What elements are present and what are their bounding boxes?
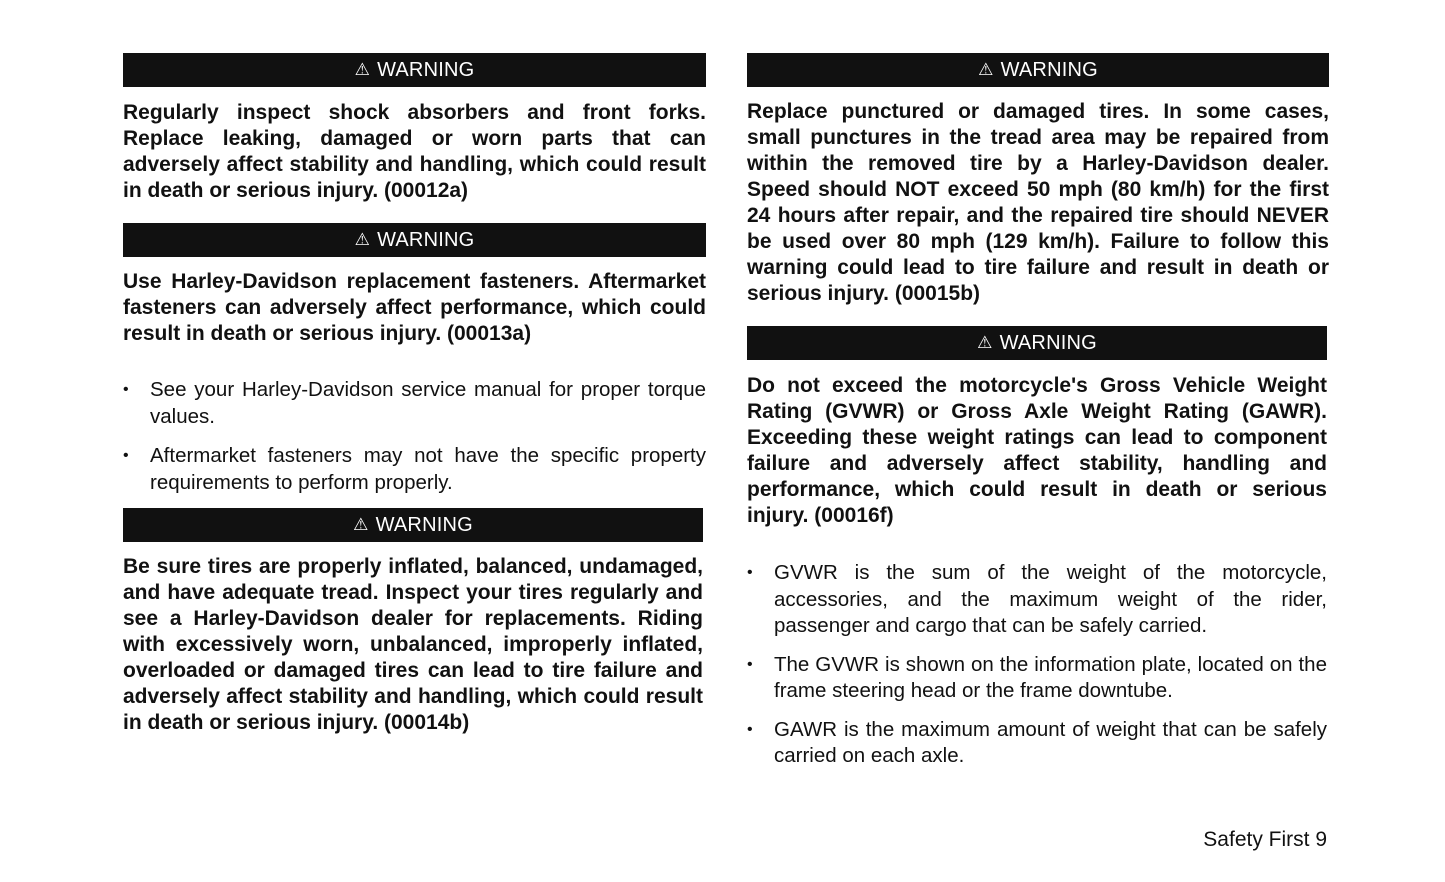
warning-header-4 [747,53,1329,87]
warning-label: WARNING [1000,59,1098,81]
warning-triangle-icon: ⚠ [978,60,994,79]
warning-text-00012a: Regularly inspect shock absorbers and front forks. Replace leaking, damaged or worn parts that can adversely affect stability and handling, which could result in death or serious injury. (00012a) [123,101,706,202]
warning-text-00014b: Be sure tires are properly inflated, balanced, undamaged, and have adequate tread. Inspect your tires regularly and see a Harley-Davidson dealer for replacements. Riding with excessively worn, unbalanced, improperly inflated, overloaded or damaged tires can lead to tire failure and adversely affect stability and handling, which could result in death or serious injury. (00014b) [123,555,703,734]
warning-triangle-icon: ⚠ [977,333,993,352]
warning-header-3 [123,508,703,542]
bullet-dot-icon: • [123,381,129,398]
warning-label: WARNING [999,332,1097,354]
warning-header-1 [123,53,706,87]
warning-text-00016f: Do not exceed the motorcycle's Gross Vehicle Weight Rating (GVWR) or Gross Axle Weight Rating (GAWR). Exceeding these weight ratings can lead to component failure and adversely affect stability, handling and performance, which could result in death or serious injury. (00016f) [747,374,1327,527]
warning-triangle-icon: ⚠ [354,60,371,79]
list-item: • See your Harley-Davidson service manual for proper torque values. [123,378,706,428]
warning-header-5 [747,326,1327,360]
bullet-dot-icon: • [747,720,753,738]
warning-triangle-icon: ⚠ [354,230,371,249]
page-footer-label: Safety First 9 [1203,828,1327,851]
warning-label: WARNING [375,514,473,536]
warning-label: WARNING [377,59,475,81]
list-item: • GAWR is the maximum amount of weight that can be safely carried on each axle. [747,717,1327,767]
weight-rating-bullet-list [747,560,1327,770]
warning-text-00015b: Replace punctured or damaged tires. In some cases, small punctures in the tread area may be repaired from within the removed tire by a Harley-Davidson dealer. Speed should NOT exceed 50 mph (80 km/h) for the first 24 hours after repair, and the repaired tire should NEVER be used over 80 mph (129 km/h). Failure to follow this warning could lead to tire failure and result in death or serious injury. (00015b) [747,100,1329,305]
list-item: • The GVWR is shown on the information plate, located on the frame steering head or the frame downtube. [747,652,1327,702]
fastener-bullet-list [123,377,706,496]
warning-text-00013a: Use Harley-Davidson replacement fasteners. Aftermarket fasteners can adversely affect performance, which could result in death or serious injury. (00013a) [123,270,706,345]
warning-header-2 [123,223,706,257]
list-item: • GVWR is the sum of the weight of the motorcycle, accessories, and the maximum weight of the rider, passenger and cargo that can be safely carried. [747,561,1327,637]
bullet-dot-icon: • [747,655,753,673]
warning-label: WARNING [377,229,475,251]
warning-triangle-icon: ⚠ [353,515,369,534]
list-item: • Aftermarket fasteners may not have the specific property requirements to perform properly. [123,444,706,494]
bullet-dot-icon: • [123,447,129,464]
bullet-dot-icon: • [747,564,753,581]
